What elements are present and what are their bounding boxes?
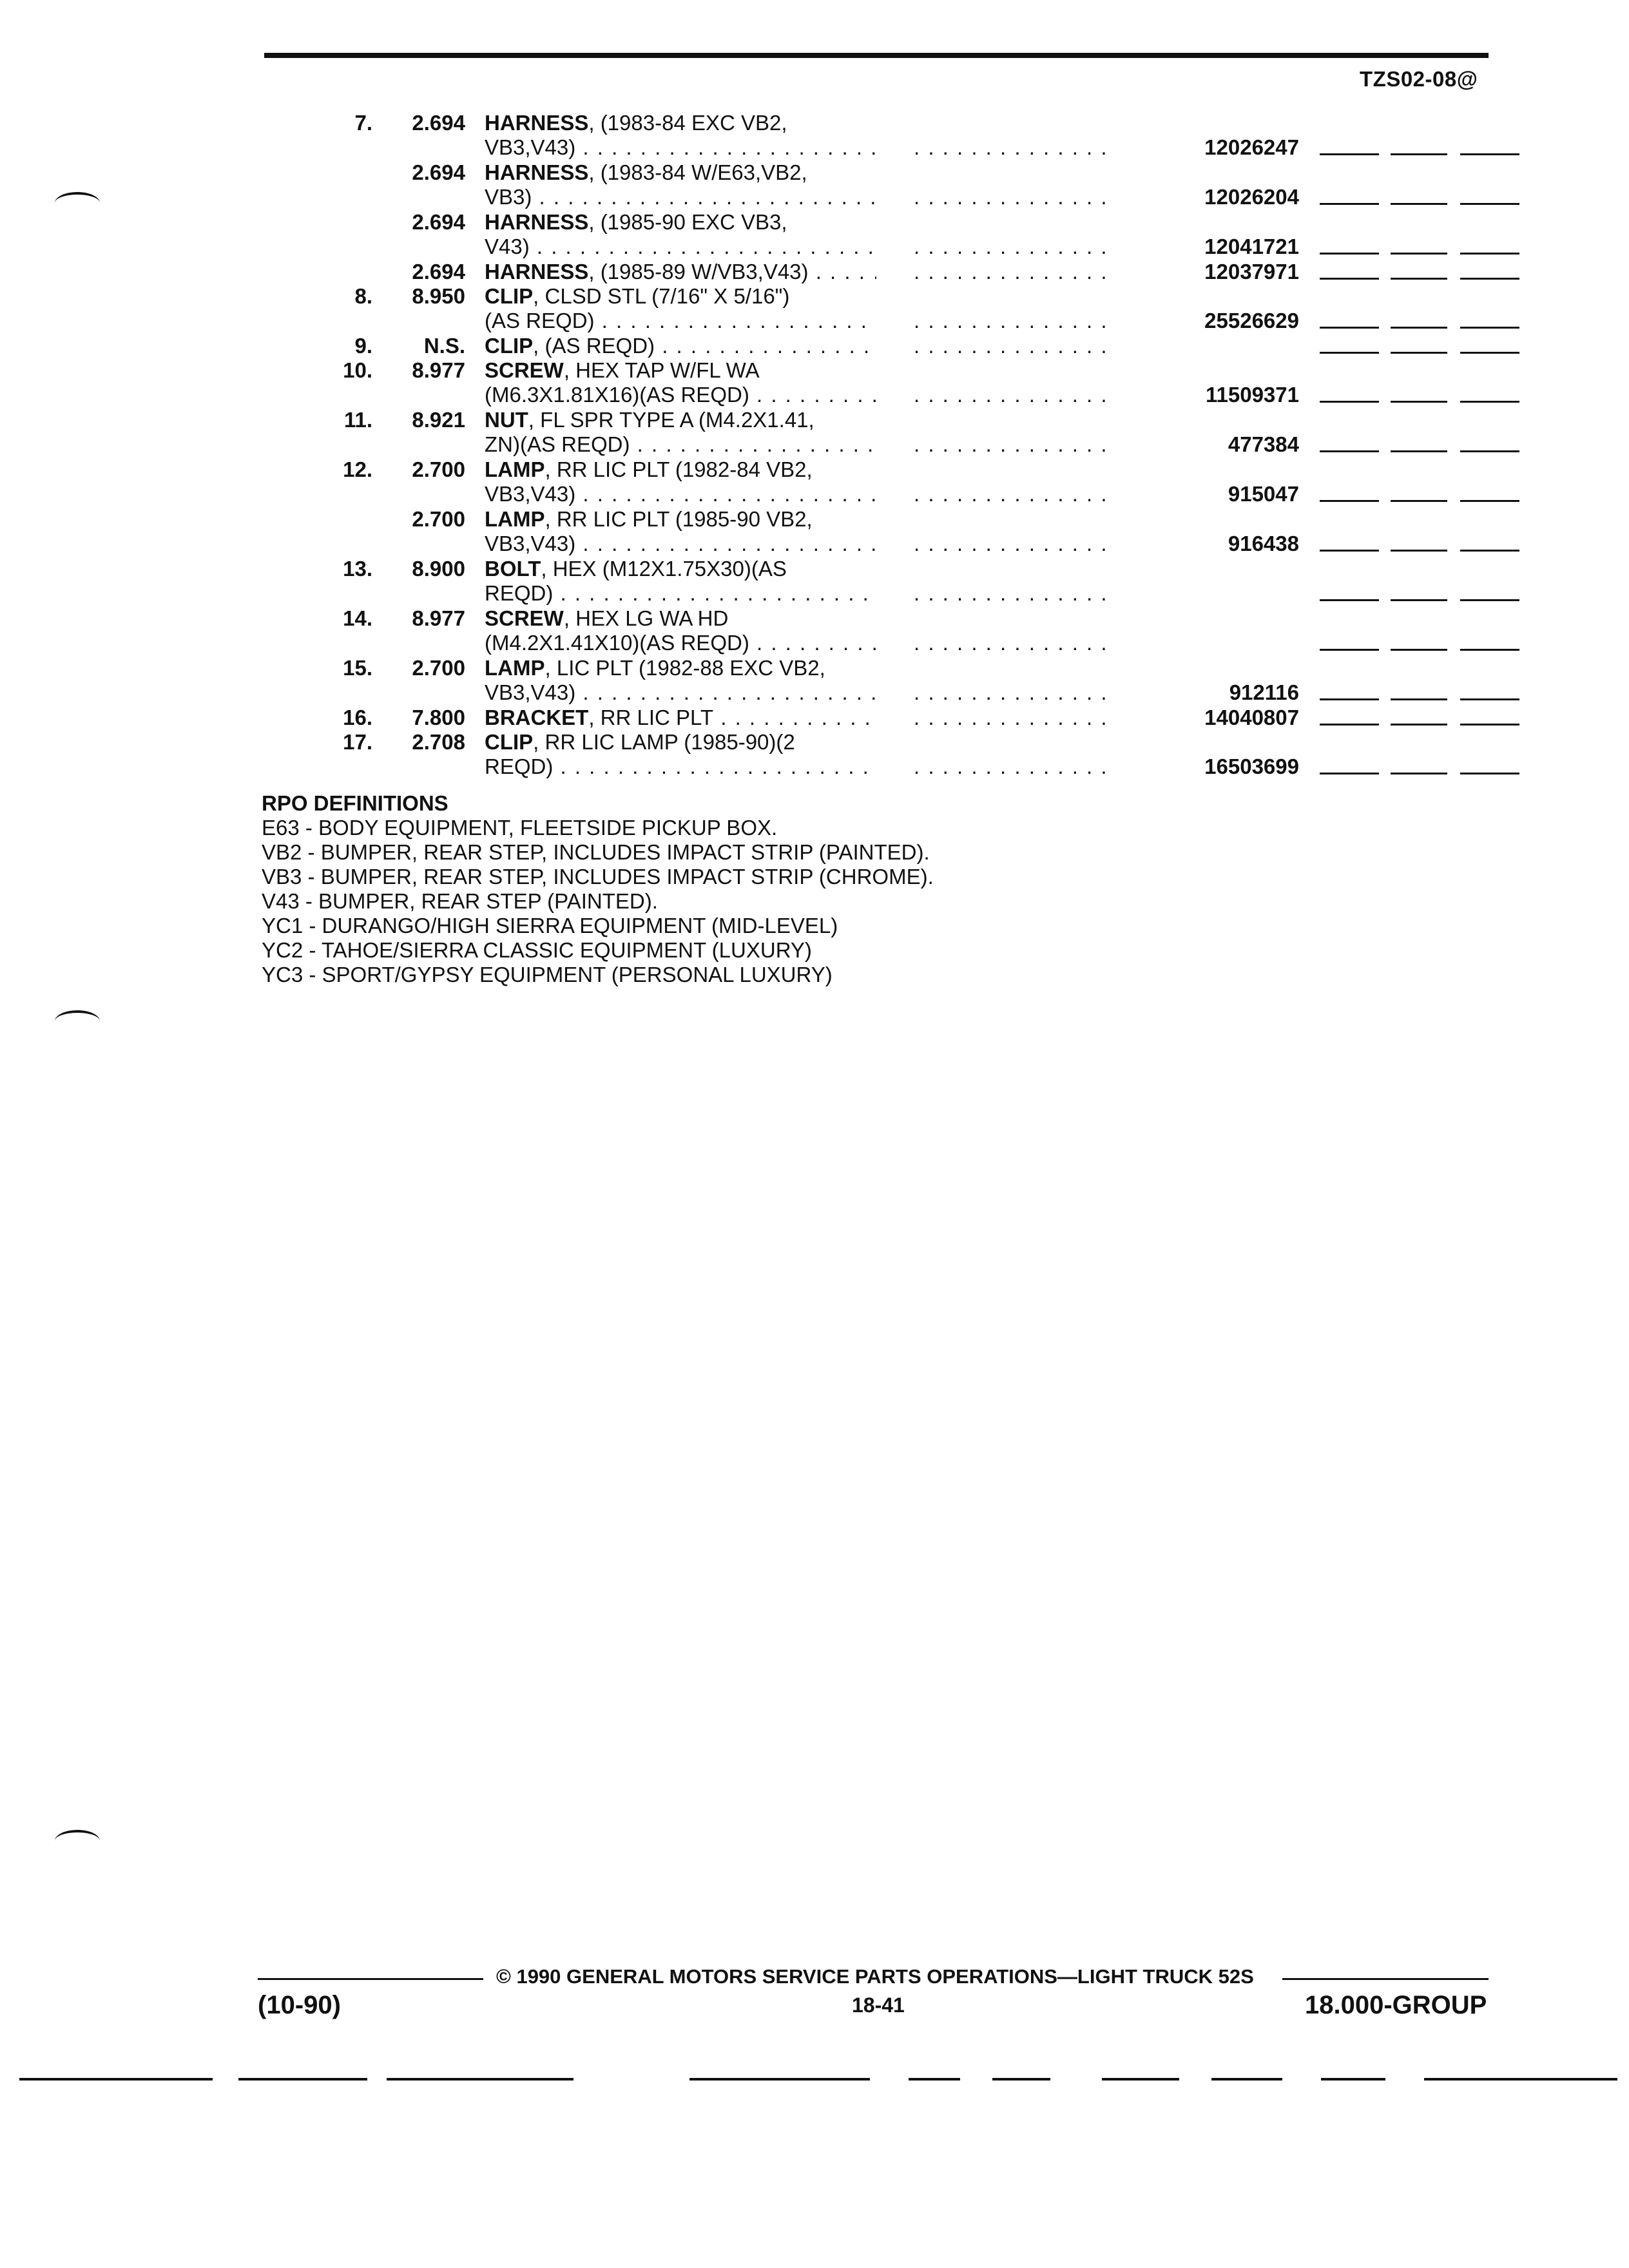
- part-group-number: 8.900: [412, 557, 465, 581]
- part-description-text: , FL SPR TYPE A (M4.2X1.41,: [528, 408, 815, 432]
- part-name: SCREW: [485, 606, 564, 630]
- leader-dots: [914, 631, 1117, 655]
- part-description: [485, 656, 825, 680]
- part-description-continued: (M4.2X1.41X10)(AS REQD) . . .: [485, 631, 876, 655]
- part-number: 915047: [1228, 482, 1299, 506]
- part-group-number: 2.694: [412, 111, 465, 135]
- part-line: [0, 334, 1629, 358]
- part-name: CLIP: [485, 284, 534, 308]
- revision-date: (10-90): [258, 1991, 341, 2019]
- part-number: 11509371: [1205, 383, 1299, 407]
- part-group-number: 7.800: [412, 706, 465, 729]
- part-description-continued: REQD) . . .: [485, 581, 876, 606]
- leader-dots: [914, 432, 1117, 457]
- leader-dots: [914, 706, 1117, 730]
- part-description: [485, 334, 876, 358]
- part-ref-number: 17.: [343, 730, 372, 754]
- leader-dots: [914, 383, 1117, 407]
- part-line: [0, 383, 1629, 407]
- part-name: HARNESS: [485, 111, 589, 135]
- part-ref-number: 15.: [343, 656, 372, 680]
- part-description-continued: VB3,V43) . . .: [485, 482, 876, 506]
- part-line: [0, 581, 1629, 606]
- order-blanks: [1320, 599, 1519, 602]
- part-entry: [0, 160, 1629, 210]
- part-number: 916438: [1228, 532, 1299, 555]
- part-group-number: 2.700: [412, 656, 465, 680]
- part-group-number: 2.700: [412, 507, 465, 531]
- part-line: [0, 358, 1629, 383]
- rpo-item: YC1 - DURANGO/HIGH SIERRA EQUIPMENT (MID-LEVEL): [262, 914, 838, 937]
- rpo-item: VB2 - BUMPER, REAR STEP, INCLUDES IMPACT STRIP (PAINTED).: [262, 840, 930, 864]
- part-group-number: 2.700: [412, 457, 465, 481]
- part-ref-number: 16.: [343, 706, 372, 729]
- part-entry: [0, 606, 1629, 656]
- part-ref-number: 13.: [343, 557, 372, 581]
- part-description: [485, 557, 787, 581]
- part-description-continued: (AS REQD) . . .: [485, 309, 876, 333]
- part-description: [485, 507, 813, 532]
- part-entry: [0, 457, 1629, 507]
- part-description-continued: V43) . . .: [485, 235, 876, 259]
- part-ref-number: 12.: [343, 457, 372, 481]
- part-name: NUT: [485, 408, 528, 432]
- part-line: [0, 260, 1629, 284]
- part-number: 477384: [1228, 432, 1299, 456]
- part-ref-number: 8.: [354, 284, 372, 308]
- part-entry: [0, 260, 1629, 284]
- order-blanks: [1320, 500, 1519, 503]
- part-description-text: , (1983-84 W/E63,VB2,: [588, 160, 807, 184]
- part-line: [0, 408, 1629, 432]
- part-group-number: 2.708: [412, 730, 465, 754]
- part-line: [0, 532, 1629, 556]
- order-blanks: [1320, 253, 1519, 255]
- part-name: BOLT: [485, 557, 541, 581]
- part-group-number: 8.977: [412, 606, 465, 630]
- part-number: 25526629: [1204, 309, 1299, 332]
- part-entry: [0, 334, 1629, 358]
- part-line: [0, 185, 1629, 209]
- part-description-text: , (1985-89 W/VB3,V43): [588, 260, 809, 284]
- leader-dots: [914, 235, 1117, 259]
- part-group-number: 8.950: [412, 284, 465, 308]
- rpo-item: YC2 - TAHOE/SIERRA CLASSIC EQUIPMENT (LUXURY): [262, 938, 812, 962]
- part-name: HARNESS: [485, 160, 589, 184]
- part-line: [0, 557, 1629, 581]
- part-description: [485, 730, 795, 754]
- rpo-definitions: [262, 791, 934, 987]
- part-description: [485, 358, 760, 383]
- part-description-continued: VB3,V43) . . .: [485, 680, 876, 705]
- part-entry: [0, 210, 1629, 260]
- part-name: CLIP: [485, 334, 534, 358]
- binder-hole-mark: [55, 1010, 100, 1032]
- part-description-text: , (1985-90 EXC VB3,: [588, 210, 787, 234]
- part-entry: [0, 408, 1629, 457]
- order-blanks: [1320, 550, 1519, 552]
- order-blanks: [1320, 203, 1519, 206]
- copyright-line: © 1990 GENERAL MOTORS SERVICE PARTS OPERATIONS—LIGHT TRUCK 52S: [496, 1965, 1254, 1988]
- part-line: [0, 680, 1629, 705]
- footer-rule: [258, 1978, 483, 1980]
- part-description-continued: VB3) . . .: [485, 185, 876, 209]
- part-entry: [0, 111, 1629, 160]
- leader-dots: [914, 754, 1117, 779]
- part-description-text: , HEX LG WA HD: [563, 606, 729, 630]
- part-entry: [0, 507, 1629, 557]
- part-line: [0, 482, 1629, 506]
- scan-edge-line: [19, 2078, 1617, 2081]
- part-description: [485, 606, 728, 631]
- part-name: HARNESS: [485, 260, 589, 284]
- part-name: BRACKET: [485, 706, 589, 729]
- part-entry: [0, 284, 1629, 334]
- part-entry: [0, 730, 1629, 780]
- part-description-continued: ZN)(AS REQD) . . .: [485, 432, 876, 457]
- part-ref-number: 7.: [354, 111, 372, 135]
- part-entry: [0, 656, 1629, 706]
- footer-rule: [1282, 1978, 1489, 1980]
- part-line: [0, 432, 1629, 457]
- part-group-number: 2.694: [412, 210, 465, 234]
- part-description: [485, 706, 876, 730]
- part-line: [0, 160, 1629, 185]
- part-ref-number: 9.: [354, 334, 372, 358]
- binder-hole-mark: [55, 1830, 100, 1852]
- rpo-item: VB3 - BUMPER, REAR STEP, INCLUDES IMPACT STRIP (CHROME).: [262, 865, 934, 889]
- part-line: [0, 235, 1629, 259]
- catalog-code: TZS02-08@: [1360, 67, 1478, 91]
- part-line: [0, 606, 1629, 631]
- rpo-title: RPO DEFINITIONS: [262, 791, 448, 815]
- part-group-number: 2.694: [412, 260, 465, 284]
- part-line: [0, 309, 1629, 333]
- part-group-number: 2.694: [412, 160, 465, 184]
- part-description: [485, 457, 813, 482]
- part-description-continued: (M6.3X1.81X16)(AS REQD) . . .: [485, 383, 876, 407]
- part-number: 12026204: [1204, 185, 1299, 209]
- part-number: 912116: [1229, 680, 1299, 704]
- part-number: 14040807: [1204, 706, 1299, 729]
- leader-dots: [914, 309, 1117, 333]
- part-entry: [0, 706, 1629, 730]
- leader-dots: [914, 260, 1117, 284]
- part-group-number: N.S.: [423, 334, 465, 358]
- group-label: 18.000-GROUP: [1305, 1991, 1487, 2019]
- order-blanks: [1320, 724, 1519, 726]
- part-description-text: , HEX (M12X1.75X30)(AS: [541, 557, 787, 581]
- part-description: [485, 111, 787, 135]
- part-number: 16503699: [1204, 754, 1299, 778]
- part-description-text: , (1983-84 EXC VB2,: [588, 111, 787, 135]
- order-blanks: [1320, 401, 1519, 403]
- part-entry: [0, 358, 1629, 408]
- part-number: 12026247: [1204, 135, 1299, 159]
- part-line: [0, 656, 1629, 680]
- leader-dots: [914, 532, 1117, 556]
- part-description: [485, 408, 815, 432]
- order-blanks: [1320, 698, 1519, 701]
- leader-dots: [914, 185, 1117, 209]
- part-name: HARNESS: [485, 210, 589, 234]
- binder-hole-mark: [55, 192, 100, 214]
- part-description-text: , (AS REQD): [533, 334, 655, 358]
- part-entry: [0, 557, 1629, 606]
- part-line: [0, 135, 1629, 160]
- rpo-item: YC3 - SPORT/GYPSY EQUIPMENT (PERSONAL LUXURY): [262, 963, 833, 986]
- part-description: [485, 260, 876, 284]
- leader-dots: [914, 581, 1117, 606]
- leader-dots: [914, 334, 1117, 358]
- part-description-text: , RR LIC PLT (1985-90 VB2,: [545, 507, 813, 531]
- order-blanks: [1320, 773, 1519, 775]
- part-ref-number: 14.: [343, 606, 372, 630]
- part-name: LAMP: [485, 457, 545, 481]
- part-description-continued: REQD) . . .: [485, 754, 876, 779]
- part-number: 12041721: [1204, 235, 1299, 258]
- part-description-text: , RR LIC PLT (1982-84 VB2,: [545, 457, 813, 481]
- part-ref-number: 11.: [343, 408, 372, 432]
- part-description: [485, 160, 807, 185]
- top-rule: [264, 53, 1489, 58]
- part-description-text: , CLSD STL (7/16" X 5/16"): [533, 284, 790, 308]
- part-line: [0, 111, 1629, 135]
- part-description: [485, 210, 787, 235]
- leader-dots: [914, 482, 1117, 506]
- part-line: [0, 210, 1629, 235]
- part-description: [485, 284, 789, 309]
- part-description-text: , RR LIC PLT: [588, 706, 714, 729]
- part-description-text: , RR LIC LAMP (1985-90)(2: [533, 730, 795, 754]
- rpo-item: V43 - BUMPER, REAR STEP (PAINTED).: [262, 889, 658, 913]
- part-line: [0, 457, 1629, 482]
- part-description-continued: VB3,V43) . . .: [485, 532, 876, 556]
- page-number: 18-41: [852, 1994, 905, 2017]
- part-number: 12037971: [1204, 260, 1299, 284]
- leader-dots: [914, 135, 1117, 160]
- part-description-continued: VB3,V43) . . .: [485, 135, 876, 160]
- order-blanks: [1320, 352, 1519, 354]
- part-line: [0, 284, 1629, 309]
- order-blanks: [1320, 278, 1519, 280]
- part-description-text: , HEX TAP W/FL WA: [563, 358, 760, 382]
- part-name: LAMP: [485, 507, 545, 531]
- part-ref-number: 10.: [343, 358, 372, 382]
- parts-list: [0, 111, 1629, 780]
- part-group-number: 8.921: [412, 408, 465, 432]
- order-blanks: [1320, 327, 1519, 329]
- part-line: [0, 631, 1629, 655]
- order-blanks: [1320, 450, 1519, 453]
- part-name: SCREW: [485, 358, 564, 382]
- part-group-number: 8.977: [412, 358, 465, 382]
- part-description-text: , LIC PLT (1982-88 EXC VB2,: [545, 656, 825, 680]
- part-line: [0, 507, 1629, 532]
- rpo-item: E63 - BODY EQUIPMENT, FLEETSIDE PICKUP BOX.: [262, 816, 778, 840]
- order-blanks: [1320, 649, 1519, 651]
- part-line: [0, 754, 1629, 779]
- part-line: [0, 706, 1629, 730]
- leader-dots: [914, 680, 1117, 705]
- part-name: CLIP: [485, 730, 534, 754]
- part-line: [0, 730, 1629, 754]
- part-name: LAMP: [485, 656, 545, 680]
- order-blanks: [1320, 153, 1519, 156]
